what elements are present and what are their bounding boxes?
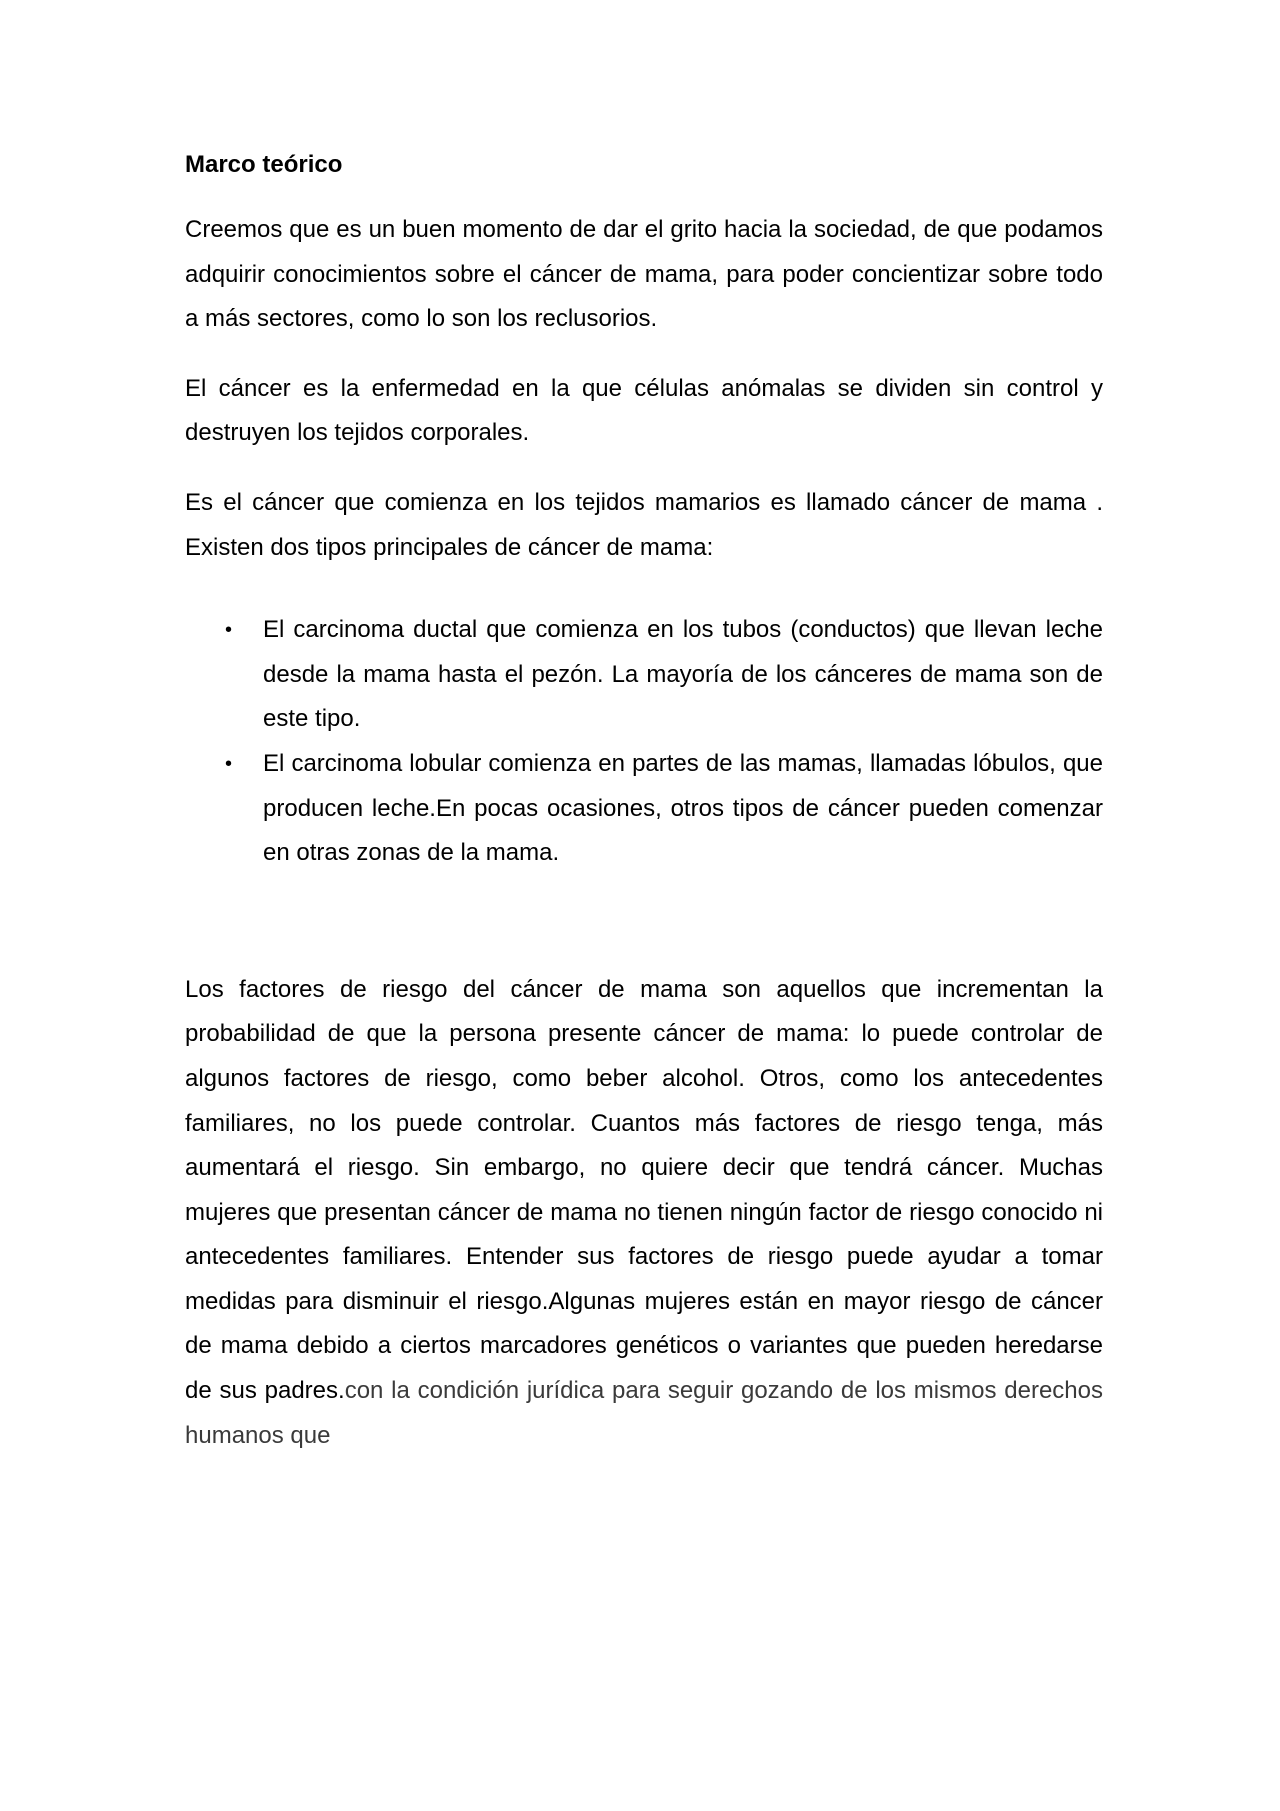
trailing-text: con la condición jurídica para seguir gozando de los mismos derechos humanos que <box>185 1377 1103 1449</box>
list-item-text: El carcinoma ductal que comienza en los tubos (conductos) que llevan leche desde la mama hasta el pezón. La mayoría de los cánceres de mama son de este tipo. <box>263 616 1103 733</box>
list-item-ductal <box>185 608 1103 742</box>
list-item-lobular <box>185 742 1103 876</box>
section-title: Marco teórico <box>185 151 343 178</box>
intro-paragraph: Creemos que es un buen momento de dar el grito hacia la sociedad, de que podamos adquirir conocimientos sobre el cáncer de mama, para poder concientizar sobre todo a más sectores, como lo son los reclusorios. <box>185 216 1103 333</box>
list-item-text: El carcinoma lobular comienza en partes de las mamas, llamadas lóbulos, que producen leche.En pocas ocasiones, otros tipos de cáncer pueden comenzar en otras zonas de la mama. <box>263 749 1103 867</box>
bullet-icon: • <box>225 619 233 642</box>
document-page <box>185 150 1103 1483</box>
bullet-icon: • <box>225 752 233 775</box>
risk-factors-paragraph <box>185 968 1103 1459</box>
definition-paragraph: El cáncer es la enfermedad en la que células anómalas se dividen sin control y destruyen los tejidos corporales. <box>185 374 1103 447</box>
cancer-types-list <box>185 608 1103 876</box>
types-paragraph: Es el cáncer que comienza en los tejidos mamarios es llamado cáncer de mama . Existen dos tipos principales de cáncer de mama: <box>185 488 1103 561</box>
risk-factors-text: Los factores de riesgo del cáncer de mama son aquellos que incrementan la probabilidad de que la persona presente cáncer de mama: lo puede controlar de algunos factores de riesgo, como beber alcohol. Otros, como los antecedentes familiares, no los puede controlar. Cuantos más factores de riesgo tenga, más aumentará el riesgo. Sin embargo, no quiere decir que tendrá cáncer. Muchas mujeres que presentan cáncer de mama no tienen ningún factor de riesgo conocido ni antecedentes familiares. Entender sus factores de riesgo puede ayudar a tomar medidas para disminuir el riesgo.Algunas mujeres están en mayor riesgo de cáncer de mama debido a ciertos marcadores genéticos o variantes que pueden heredarse de sus padres. <box>185 975 1103 1405</box>
